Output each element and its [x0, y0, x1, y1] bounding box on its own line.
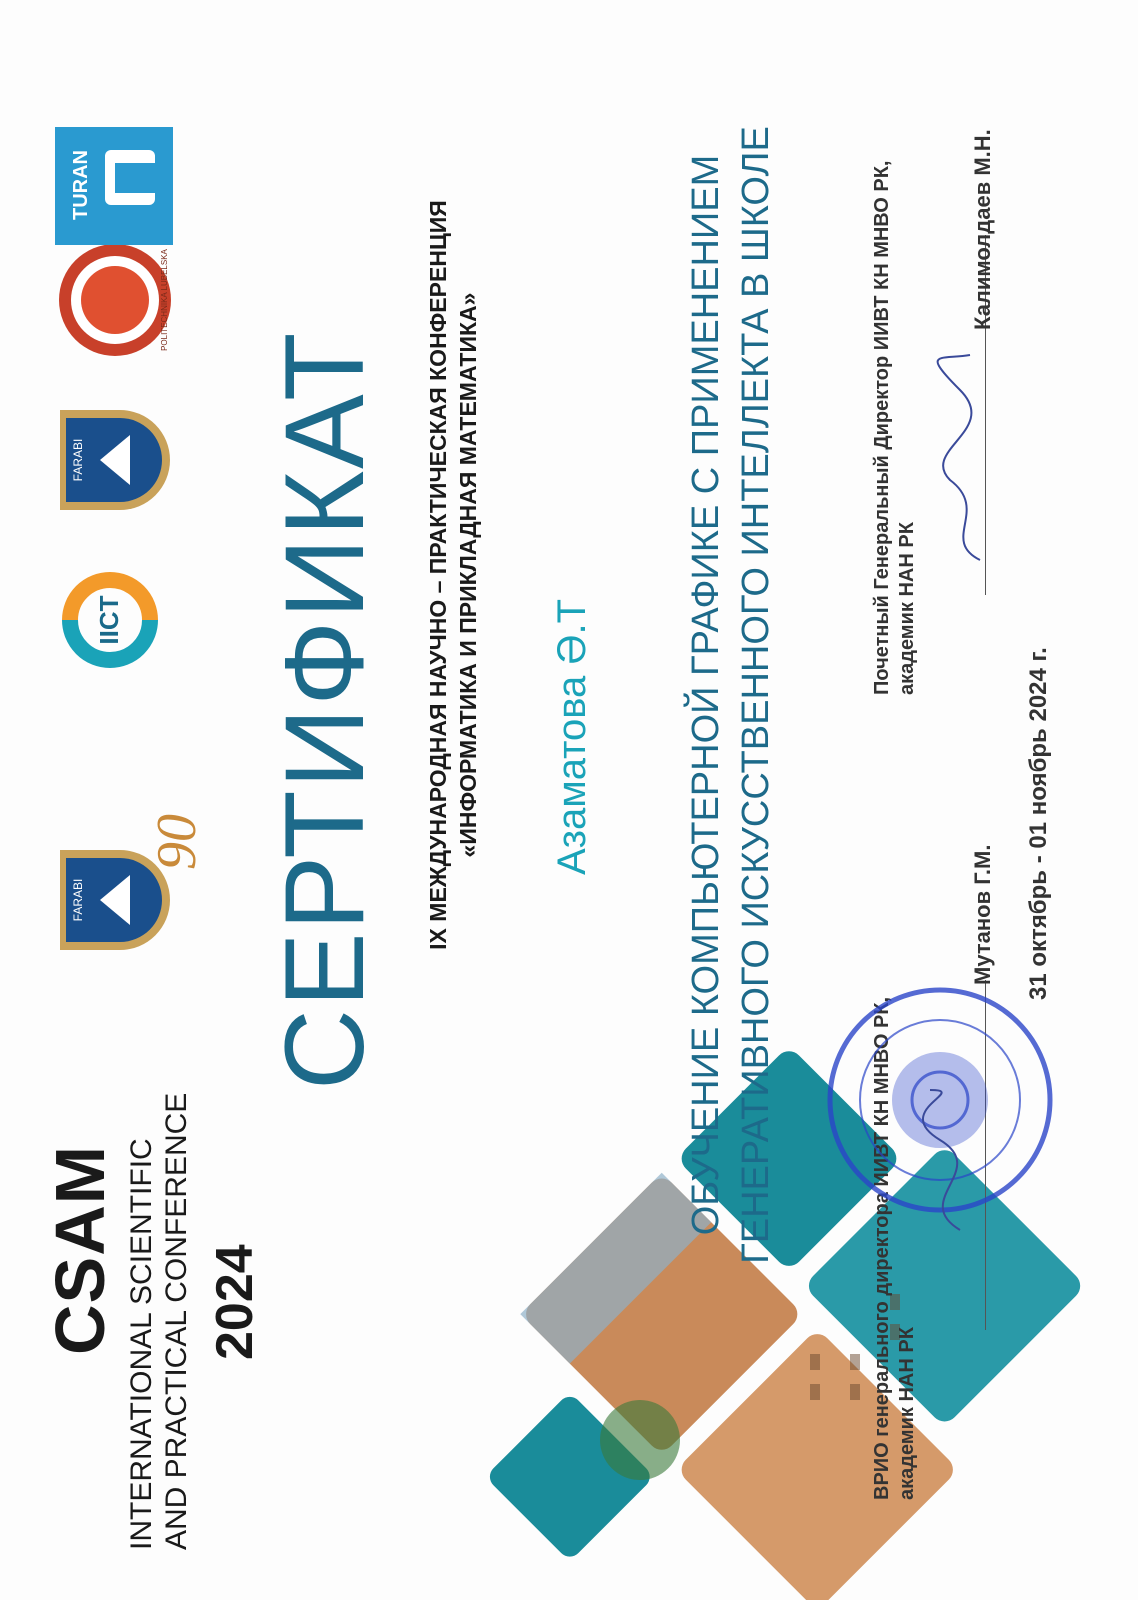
turan-logo-icon [55, 125, 175, 245]
kaznu-90-years-icon [140, 780, 210, 880]
left-handwritten-signature [900, 1080, 1000, 1240]
kaznu-90-label: 90 [146, 814, 208, 870]
iict-logo-icon [60, 550, 160, 690]
left-signatory-title-line-1: ВРИО генерального директора ИИВТ КН МНВО РК, [871, 996, 893, 1500]
recipient-name: Азаматова Ә.Т [550, 598, 594, 875]
right-signatory-title-line-1: Почетный Генеральный Директор ИИВТ КН МНВО РК, [871, 160, 893, 695]
conference-name-line-1: INTERNATIONAL SCIENTIFIC [125, 1138, 158, 1550]
left-signatory-title-line-2: академик НАН РК [896, 1327, 918, 1500]
farabi-seal-icon-2 [50, 400, 180, 520]
politechnika-label: POLITECHNIKA LUBELSKA [160, 249, 169, 351]
paper-topic-line-1: ОБУЧЕНИЕ КОМПЬЮТЕРНОЙ ГРАФИКЕ С ПРИМЕНЕНИЕМ [685, 154, 727, 1236]
conference-subtitle-line-2: «ИНФОРМАТИКА И ПРИКЛАДНАЯ МАТЕМАТИКА» [455, 292, 481, 858]
farabi-seal-1-label: FARABI [71, 878, 85, 922]
acronym-heading: CSAM [41, 1144, 119, 1355]
turan-label: TURAN [70, 150, 92, 220]
certificate-title: СЕРТИФИКАТ [262, 330, 387, 1090]
conference-name-line-2: AND PRACTICAL CONFERENCE [160, 1092, 193, 1550]
politechnika-lubelska-icon [55, 240, 175, 360]
conference-year: 2024 [206, 1244, 264, 1360]
left-signatory-name: Мутанов Г.М. [970, 844, 995, 985]
conference-subtitle-line-1: IX МЕЖДУНАРОДНАЯ НАУЧНО – ПРАКТИЧЕСКАЯ КОНФЕРЕНЦИЯ [425, 200, 451, 950]
paper-topic-line-2: ГЕНЕРАТИВНОГО ИСКУССТВЕННОГО ИНТЕЛЛЕКТА В ШКОЛЕ [735, 126, 777, 1264]
farabi-seal-2-label: FARABI [71, 438, 85, 482]
iict-label: IICT [94, 595, 124, 645]
conference-date: 31 октябрь - 01 ноябрь 2024 г. [1025, 647, 1052, 1000]
right-signatory-title-line-2: академик НАН РК [896, 522, 918, 695]
right-handwritten-signature [920, 350, 1010, 570]
right-signatory-name: Калимолдаев М.Н. [970, 129, 995, 330]
